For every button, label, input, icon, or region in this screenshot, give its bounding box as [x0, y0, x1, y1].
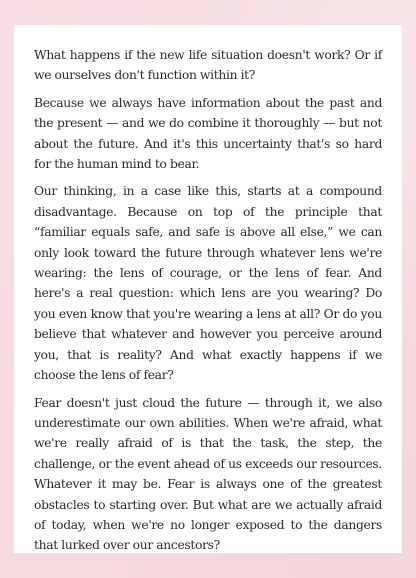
paragraph-1: What happens if the new life situation doesn't work? Or if we ourselves don't function within it? — [34, 48, 382, 83]
paragraph-3: Our thinking, in a case like this, starts at a compound disadvantage. Because on top of the principle that “familiar equals safe, and safe is above all else,” we can only look toward the future through whatever lens we're wearing: the lens of courage, or the lens of fear. And here's a real question: which lens are you wearing? Do you even know that you're wearing a lens at all? Or do you believe that whatever and however you perceive around you, that is reality? And what exactly happens if we choose the lens of fear? — [34, 184, 382, 383]
book-page — [14, 25, 402, 553]
paragraph-4: Fear doesn't just cloud the future — through it, we also underestimate our own abilities. When we're afraid, what we're really afraid of is that the task, the step, the challenge, or the event ahead of us exceeds our resources. Whatever it may be. Fear is always one of the greatest obstacles to starting over. But what are we actually afraid of today, when we're no longer exposed to the dangers that lurked over our ancestors? — [34, 395, 382, 553]
paragraph-2: Because we always have information about the past and the present — and we do combine it thoroughly — but not about the future. And it's this uncertainty that's so hard for the human mind to bear. — [34, 95, 382, 172]
